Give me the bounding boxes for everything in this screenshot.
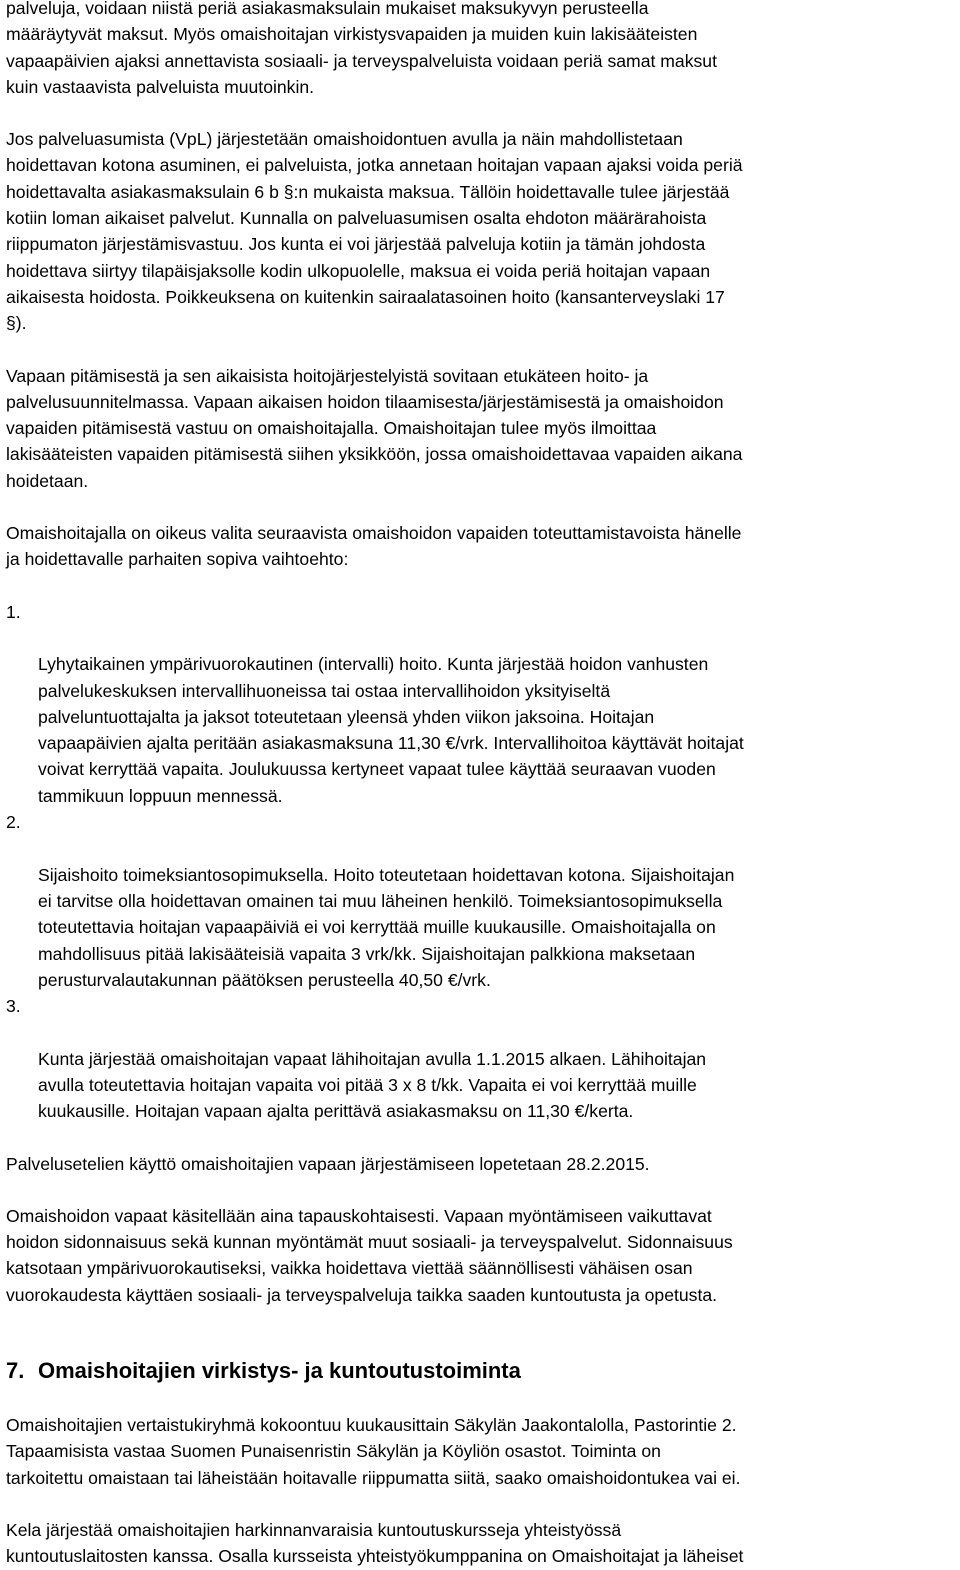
section-title: Omaishoitajien virkistys- ja kuntoutustoiminta (38, 1358, 521, 1384)
list-item (6, 809, 956, 993)
paragraph-assisted-living: Jos palveluasumista (VpL) järjestetään omaishoidontuen avulla ja näin mahdollistetaan hoidettavan kotona asuminen, ei palveluista, jotka annetaan hoitajan vapaan ajaksi voida periä hoidettavalta asiakasmaksulain 6 b §:n mukaista maksua. Tällöin hoidettavalle tulee järjestää kotiin loman aikaiset palvelut. Kunnalla on palveluasumisen osalta ehdoton määrärahoista riippumaton järjestämisvastuu. Jos kunta ei voi järjestää palveluja kotiin ja tämän johdosta hoidettava siirtyy tilapäisjaksolle kodin ulkopuolelle, maksua ei voida periä hoitajan vapaan aikaisesta hoidosta. Poikkeuksena on kuitenkin sairaalatasoinen hoito (kansanterveyslaki 17 §). (6, 129, 743, 334)
paragraph-leave-arrangements: Vapaan pitämisestä ja sen aikaisista hoitojärjestelyistä sovitaan etukäteen hoito- ja palvelusuunnitelmassa. Vapaan aikaisen hoidon tilaamisesta/järjestämisestä ja omaishoidon vapaiden pitämisestä vastuu on omaishoitajalla. Omaishoitajan tulee myös ilmoittaa lakisääteisten vapaiden pitämisestä siihen yksikköön, jossa omaishoidettavaa vapaiden aikana hoidetaan. (6, 365, 743, 491)
list-item (6, 993, 956, 1124)
section-number: 7. (6, 1358, 25, 1384)
paragraph-leave-options-intro: Omaishoitajalla on oikeus valita seuraavista omaishoidon vapaiden toteuttamistavoista hänelle ja hoidettavalle parhaiten sopiva vaihtoehto: (6, 523, 742, 570)
paragraph-kela-courses: Kela järjestää omaishoitajien harkinnanvaraisia kuntoutuskursseja yhteistyössä kuntoutuslaitosten kanssa. Osalla kursseista yhteistyökumppanina on Omaishoitajat ja läheiset (6, 1519, 744, 1567)
list-item-text: Sijaishoito toimeksiantosopimuksella. Hoito toteutetaan hoidettavan kotona. Sijaishoitajan ei tarvitse olla hoidettavan omainen tai muu läheinen henkilö. Toimeksiantosopimuksella toteutettavia hoitajan vapaapäiviä ei voi kerryttää muille kuukausille. Omaishoitajalla on mahdollisuus pitää lakisääteisiä vapaita 3 vrk/kk. Sijaishoitajan palkkiona maksetaan perusturvalautakunnan päätöksen perusteella 40,50 €/vrk. (38, 864, 735, 990)
list-item-number: 2. (6, 812, 21, 833)
paragraph-service-vouchers: Palvelusetelien käyttö omaishoitajien vapaan järjestämiseen lopetetaan 28.2.2015. (6, 1153, 650, 1174)
list-item (6, 599, 956, 809)
list-item-number: 3. (6, 996, 21, 1017)
list-item-text: Kunta järjestää omaishoitajan vapaat lähihoitajan avulla 1.1.2015 alkaen. Lähihoitajan avulla toteutettavia hoitajan vapaita voi pitää 3 x 8 t/kk. Vapaita ei voi kerryttää muille kuukausille. Hoitajan vapaan ajalta perittävä asiakasmaksu on 11,30 €/kerta. (38, 1048, 707, 1122)
paragraph-peer-support: Omaishoitajien vertaistukiryhmä kokoontuu kuukausittain Säkylän Jaakontalolla, Pastorintie 2. Tapaamisista vastaa Suomen Punaisenristin Säkylän ja Köyliön osastot. Toiminta on tarkoitettu omaistaan tai läheistään hoitavalle riippumatta siitä, saako omaishoidontukea vai ei. (6, 1415, 741, 1488)
document-page (6, 0, 956, 1570)
leave-options-list (6, 599, 956, 1125)
list-item-text: Lyhytaikainen ympärivuorokautinen (intervalli) hoito. Kunta järjestää hoidon vanhusten palvelukeskuksen intervallihuoneissa tai ostaa intervallihoidon yksityiseltä palveluntuottajalta ja jaksot toteutetaan yleensä yhden viikon jaksoina. Hoitajan vapaapäivien ajalta peritään asiakasmaksuna 11,30 €/vrk. Intervallihoitoa käyttävät hoitajat voivat kerryttää vapaita. Joulukuussa kertyneet vapaat tulee käyttää seuraavan vuoden tammikuun loppuun mennessä. (38, 654, 744, 806)
paragraph-case-by-case: Omaishoidon vapaat käsitellään aina tapauskohtaisesti. Vapaan myöntämiseen vaikuttavat hoidon sidonnaisuus sekä kunnan myöntämät muut sosiaali- ja terveyspalvelut. Sidonnaisuus katsotaan ympärivuorokautiseksi, vaikka hoidettava viettää säännöllisesti vähäisen osan vuorokaudesta käyttäen sosiaali- ja terveyspalveluja taikka saaden kuntoutusta ja opetusta. (6, 1205, 733, 1305)
paragraph-fees-continued: palveluja, voidaan niistä periä asiakasmaksulain mukaiset maksukyvyn perusteella määräytyvät maksut. Myös omaishoitajan virkistysvapaiden ja muiden kuin lakisääteisten vapaapäivien ajaksi annettavista sosiaali- ja terveyspalveluista voidaan periä samat maksut kuin vastaavista palveluista muutoinkin. (6, 0, 717, 97)
list-item-number: 1. (6, 601, 21, 622)
section-heading (6, 1356, 956, 1386)
